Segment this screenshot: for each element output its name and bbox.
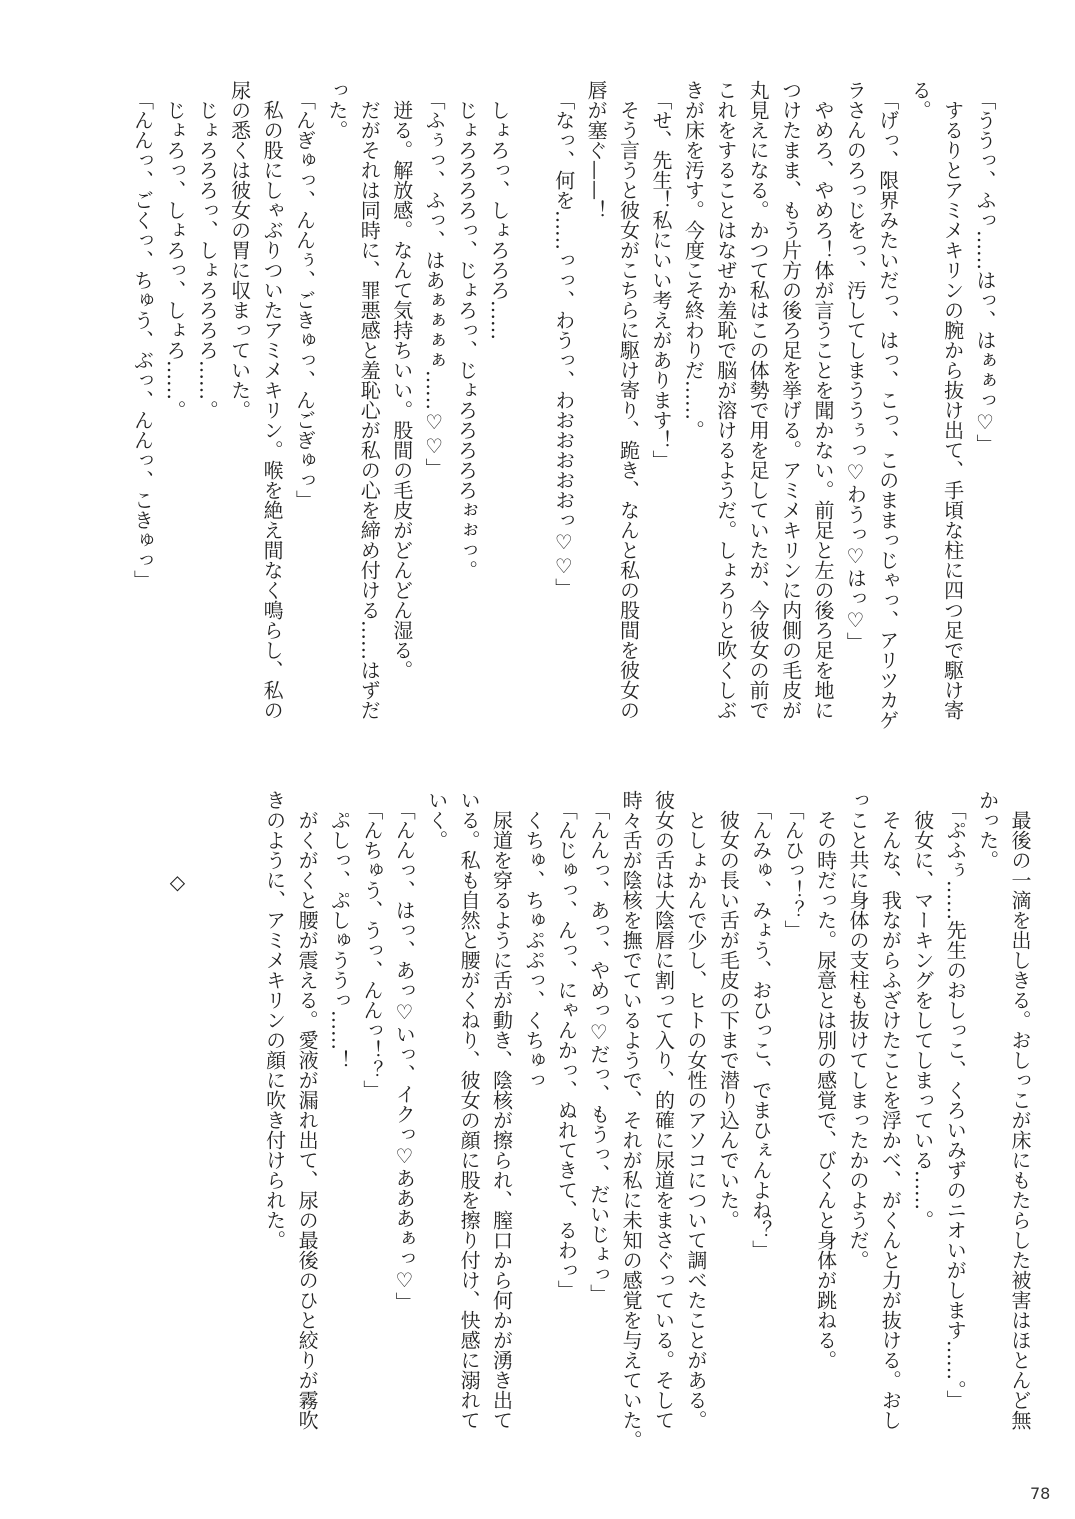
text-column: するりとアミメキリンの腕から抜け出て、手頃な柱に四つ足で駆け寄 xyxy=(940,80,965,720)
text-column: しょろっ、しょろろろ…… xyxy=(486,80,511,340)
text-column: 「んぎゅっ、んんぅ、ごきゅっ、んごぎゅっ」 xyxy=(292,80,317,510)
text-column: としょかんで少し、ヒトの女性のアソコについて調べたことがある。 xyxy=(683,790,708,1430)
text-column: いく。 xyxy=(424,790,449,850)
text-column: っこと共に身体の支柱も抜けてしまったかのようだ。 xyxy=(845,790,870,1270)
text-column: じょろろろっ、しょろろろろ……。 xyxy=(195,80,220,420)
text-column: これをすることはなぜか羞恥で脳が溶けるようだ。しょろりと吹くしぶ xyxy=(713,80,738,720)
text-column: ぷしっ、ぷしゅううっ……！ xyxy=(327,790,352,1070)
text-column: じょろろろろっ、じょろっ、じょろろろろろぉぉっ。 xyxy=(454,80,479,580)
text-column: 「んんっ、ごくっ、ちゅう、ぶっ、んんっ、こきゅっ」 xyxy=(130,80,155,590)
text-column: った。 xyxy=(324,80,349,140)
text-block-top xyxy=(126,80,1001,760)
text-column: やめろ、やめろ！体が言うことを聞かない。前足と左の後ろ足を地に xyxy=(810,80,835,720)
text-column: だがそれは同時に、罪悪感と羞恥心が私の心を締め付ける……はずだ xyxy=(357,80,382,720)
text-column: る。 xyxy=(908,80,933,120)
text-column: 「んんっ、はっ、あっ♡いっ、イクっ♡あああぁっ♡」 xyxy=(392,790,417,1312)
text-column: 唇が塞ぐ——！ xyxy=(584,80,609,220)
text-column: きのように、アミメキリンの顔に吹き付けられた。 xyxy=(262,790,287,1250)
text-column: 「ぷふぅ……先生のおしっこ、くろいみずのニオいがします……。」 xyxy=(943,790,968,1410)
text-column: 尿道を穿るように舌が動き、陰核が擦られ、膣口から何かが湧き出て xyxy=(489,790,514,1430)
text-column xyxy=(193,790,225,1470)
text-column: がくがくと腰が震える。愛液が漏れ出て、尿の最後のひと絞りが霧吹 xyxy=(295,790,320,1430)
text-column: つけたまま、もう片方の後ろ足を挙げる。アミメキリンに内側の毛皮が xyxy=(778,80,803,720)
text-column: 私の股にしゃぶりついたアミメキリン。喉を絶え間なく鳴らし、私の xyxy=(260,80,285,720)
text-column: 「んちゅう、うっ、んんっ！？」 xyxy=(359,790,384,1100)
text-column xyxy=(515,80,547,760)
text-column: 「なっ、何を……っっ、わうっ、わおおおおおっ♡♡」 xyxy=(551,80,576,598)
text-column: ラさんのろっじをっ、汚してしまううぅっ♡わうっ♡はっ♡」 xyxy=(843,80,868,652)
text-column: 「ふぅっ、ふっ、はあぁぁぁぁ……♡♡」 xyxy=(422,80,447,478)
text-column: 最後の一滴を出しきる。おしっこが床にもたらした被害はほとんど無 xyxy=(1008,790,1032,1430)
text-column: 「んんっ、あっ、やめっ♡だっ、もうっ、だいじょっ」 xyxy=(586,790,611,1304)
text-column: 丸見えになる。かつて私はこの体勢で用を足していたが、今彼女の前で xyxy=(746,80,771,720)
text-column: 尿の悉くは彼女の胃に収まっていた。 xyxy=(227,80,252,420)
text-column: そう言うと彼女がこちらに駆け寄り、跪き、なんと私の股間を彼女の xyxy=(616,80,641,720)
text-block-bottom xyxy=(161,790,1036,1470)
text-column: その時だった。尿意とは別の感覚で、びくんと身体が跳ねる。 xyxy=(813,790,838,1370)
text-column: かった。 xyxy=(975,790,1000,870)
text-column: 彼女に、マーキングをしてしまっている……。 xyxy=(910,790,935,1230)
section-divider: ◇ xyxy=(165,790,190,894)
text-column: 「んみゅ、みょう、おひっこ、でまひぇんよね？」 xyxy=(748,790,773,1260)
text-column: 「げっ、限界みたいだっ、はっ、こっ、このままっじゃっ、アリツカゲ xyxy=(875,80,900,730)
text-column: 迸る。解放感。なんて気持ちいい。股間の毛皮がどんどん湿る。 xyxy=(389,80,414,680)
text-column: くちゅ、ちゅぷぷっ、くちゅっ xyxy=(521,790,546,1090)
text-column xyxy=(226,790,258,1470)
text-column: 彼女の舌は大陰唇に割って入り、的確に尿道をまさぐっている。そして xyxy=(651,790,676,1430)
text-column: きが床を汚す。今度こそ終わりだ……。 xyxy=(681,80,706,440)
text-column: 彼女の長い舌が毛皮の下まで潜り込んでいた。 xyxy=(716,790,741,1230)
text-column: 「んじゅっ、んっ、にゃんかっ、ぬれてきて、るわっ」 xyxy=(554,790,579,1300)
text-column: 「ううっ、ふっ……はっ、はぁぁっ♡」 xyxy=(973,80,997,454)
text-column: いる。私も自然と腰がくねり、彼女の顔に股を擦り付け、快感に溺れて xyxy=(457,790,482,1430)
page-number: 78 xyxy=(1030,1484,1051,1503)
text-column: 「んひっ！？」 xyxy=(781,790,806,940)
text-column: 「せ、先生！私にいい考えがあります！」 xyxy=(648,80,673,470)
text-column: そんな、我ながらふざけたことを浮かべ、がくんと力が抜ける。おし xyxy=(878,790,903,1430)
text-column: じょろっ、しょろっ、しょろ……。 xyxy=(162,80,187,420)
text-column: 時々舌が陰核を撫でているようで、それが私に未知の感覚を与えていた。 xyxy=(619,790,644,1450)
